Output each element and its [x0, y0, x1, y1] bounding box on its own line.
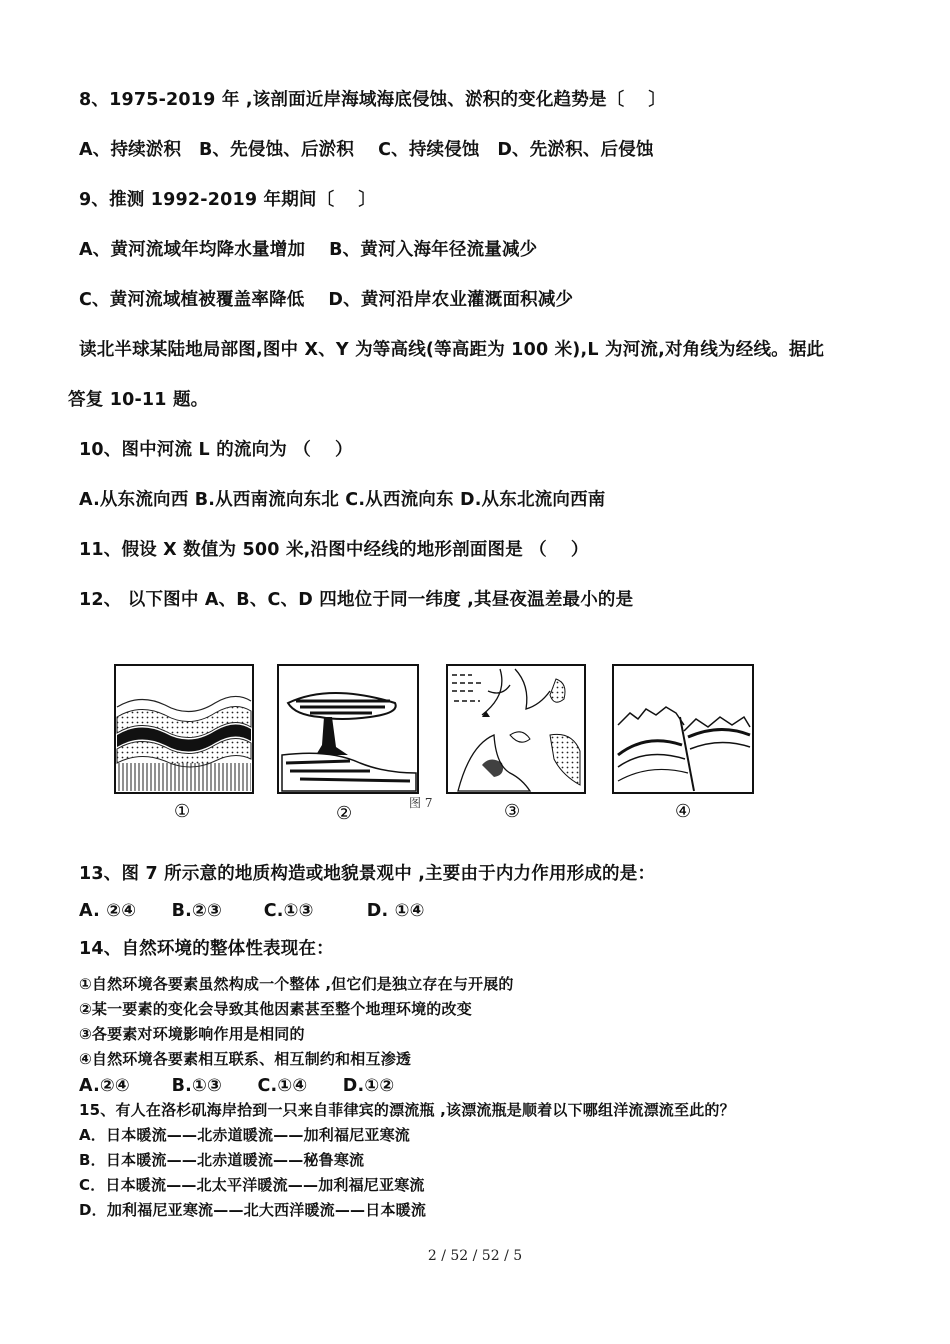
q14-item-1: ①自然环境各要素虽然构成一个整体 ,但它们是独立存在与开展的 — [79, 975, 514, 993]
figure-caption: 图 7 — [409, 796, 433, 810]
figure-label-3: ③ — [504, 801, 521, 822]
q15-stem: 15、有人在洛杉矶海岸拾到一只来自菲律宾的漂流瓶 ,该漂流瓶是顺着以下哪组洋流漂流至此的？ — [79, 1101, 735, 1119]
panel-4-fault — [613, 665, 753, 793]
q8-stem: 8、1975-2019 年 ,该剖面近岸海域海底侵蚀、淤积的变化趋势是〔 〕 — [79, 90, 667, 110]
figure-7 — [110, 655, 760, 830]
q14-item-4: ④自然环境各要素相互联系、相互制约和相互渗透 — [79, 1050, 412, 1068]
q13-options: A. ②④ B.②③ C.①③ D. ①④ — [79, 901, 425, 921]
q15-option-c: C．日本暖流——北太平洋暖流——加利福尼亚寒流 — [79, 1176, 425, 1194]
q14-stem: 14、自然环境的整体性表现在： — [79, 939, 334, 959]
q9-options-ab: A、黄河流域年均降水量增加 B、黄河入海年径流量减少 — [79, 240, 538, 260]
q13-stem: 13、图 7 所示意的地质构造或地貌景观中 ,主要由于内力作用形成的是： — [79, 864, 656, 884]
q8-options: A、持续淤积 B、先侵蚀、后淤积 C、持续侵蚀 D、先淤积、后侵蚀 — [79, 140, 654, 160]
q10-stem: 10、图中河流 L 的流向为 （ ） — [79, 440, 353, 460]
panel-1-fold-strata — [115, 665, 253, 793]
panel-3-map — [447, 665, 585, 793]
q9-options-cd: C、黄河流域植被覆盖率降低 D、黄河沿岸农业灌溉面积减少 — [79, 290, 574, 310]
page-number: 2 / 52 / 52 / 5 — [427, 1248, 523, 1264]
q11-stem: 11、假设 X 数值为 500 米,沿图中经线的地形剖面图是 （ ） — [79, 540, 589, 560]
q15-option-b: B．日本暖流——北赤道暖流——秘鲁寒流 — [79, 1151, 365, 1169]
q12-stem: 12、 以下图中 A、B、C、D 四地位于同一纬度 ,其昼夜温差最小的是 — [79, 590, 634, 610]
q15-option-a: A．日本暖流——北赤道暖流——加利福尼亚寒流 — [79, 1126, 411, 1144]
panel-2-mushroom-rock — [278, 665, 418, 793]
figure-label-2: ② — [336, 803, 353, 824]
intro-line-2: 答复 10-11 题。 — [68, 390, 209, 410]
figure-label-1: ① — [174, 801, 191, 822]
figure-label-4: ④ — [675, 801, 692, 822]
intro-line-1: 读北半球某陆地局部图,图中 X、Y 为等高线(等高距为 100 米),L 为河流,对角线为经线。据此 — [79, 340, 825, 360]
q10-options: A.从东流向西 B.从西南流向东北 C.从西流向东 D.从东北流向西南 — [79, 490, 606, 510]
q14-item-2: ②某一要素的变化会导致其他因素甚至整个地理环境的改变 — [79, 1000, 472, 1018]
q14-item-3: ③各要素对环境影响作用是相同的 — [79, 1025, 305, 1043]
q14-options: A.②④ B.①③ C.①④ D.①② — [79, 1076, 395, 1096]
q9-stem: 9、推测 1992-2019 年期间〔 〕 — [79, 190, 377, 210]
q15-option-d: D．加利福尼亚寒流——北大西洋暖流——日本暖流 — [79, 1201, 427, 1219]
